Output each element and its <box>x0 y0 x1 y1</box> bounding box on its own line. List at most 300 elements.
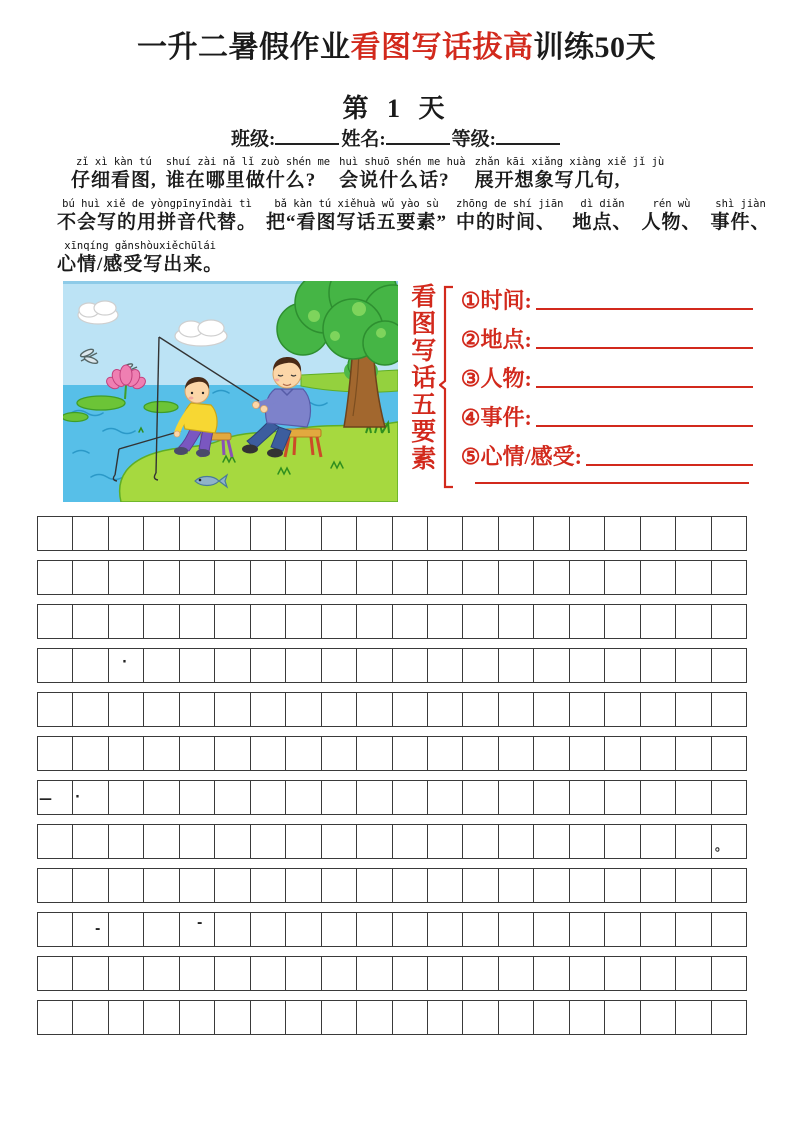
grid-cell <box>676 517 711 550</box>
grid-cell <box>144 869 179 902</box>
grid-cell <box>180 957 215 990</box>
grid-row <box>37 648 747 683</box>
grid-cell <box>144 605 179 638</box>
grid-cell <box>428 737 463 770</box>
grid-cell <box>180 605 215 638</box>
essential-item <box>461 326 753 354</box>
grid-cell <box>463 913 498 946</box>
student-field-blank <box>496 126 560 145</box>
grid-cell <box>180 561 215 594</box>
grid-cell <box>676 693 711 726</box>
grid-cell <box>712 913 746 946</box>
grid-cell <box>570 605 605 638</box>
grid-cell <box>251 693 286 726</box>
grid-cell <box>534 605 569 638</box>
grid-cell <box>251 781 286 814</box>
grid-cell <box>641 737 676 770</box>
grid-cell <box>109 561 144 594</box>
grid-cell <box>499 913 534 946</box>
grid-cell <box>251 649 286 682</box>
stray-mark: 。 <box>715 839 729 854</box>
grid-cell <box>605 737 640 770</box>
grid-cell <box>322 693 357 726</box>
essential-item-blank <box>536 386 753 388</box>
grid-cell <box>393 913 428 946</box>
grid-cell <box>180 781 215 814</box>
grid-cell <box>641 605 676 638</box>
grid-cell <box>393 957 428 990</box>
pinyin-text: rén wù <box>652 198 691 210</box>
grid-cell <box>215 561 250 594</box>
grid-cell <box>109 693 144 726</box>
grid-cell <box>463 781 498 814</box>
grid-cell <box>286 693 321 726</box>
grid-row <box>37 604 747 639</box>
grid-cell <box>393 869 428 902</box>
hanzi-text: 地点、 <box>572 212 633 233</box>
grid-cell <box>215 781 250 814</box>
grid-cell <box>251 913 286 946</box>
grid-cell <box>38 825 73 858</box>
grid-cell <box>605 561 640 594</box>
grid-cell <box>393 561 428 594</box>
grid-cell <box>73 693 108 726</box>
grid-cell <box>534 913 569 946</box>
grid-cell <box>357 737 392 770</box>
grid-cell <box>499 605 534 638</box>
grid-row <box>37 956 747 991</box>
pinyin-text: shuí zài nǎ lǐ zuò shén me <box>165 156 331 168</box>
grid-cell <box>73 517 108 550</box>
grid-cell <box>286 913 321 946</box>
grid-cell <box>393 693 428 726</box>
grid-cell <box>286 561 321 594</box>
grid-cell <box>641 869 676 902</box>
grid-cell <box>180 737 215 770</box>
grid-cell <box>109 825 144 858</box>
pinyin-text: huì shuō shén me huà <box>339 156 466 168</box>
grid-cell <box>357 913 392 946</box>
instruction-segment <box>642 198 702 236</box>
grid-cell <box>357 693 392 726</box>
grid-cell <box>73 737 108 770</box>
grid-cell <box>109 781 144 814</box>
stray-mark: - <box>95 922 101 937</box>
grid-cell <box>463 517 498 550</box>
grid-cell <box>534 825 569 858</box>
grid-cell <box>215 737 250 770</box>
instruction-segment <box>166 156 330 194</box>
grid-cell <box>605 825 640 858</box>
grid-cell <box>428 957 463 990</box>
grid-cell <box>676 957 711 990</box>
student-field-label: 等级: <box>451 129 496 150</box>
grid-cell <box>570 825 605 858</box>
grid-cell <box>215 517 250 550</box>
grid-cell <box>215 913 250 946</box>
grid-cell <box>676 825 711 858</box>
pinyin-text: zǐ xì kàn tú <box>75 156 152 168</box>
grid-cell <box>534 1001 569 1034</box>
essential-item <box>461 287 753 315</box>
grid-cell <box>251 737 286 770</box>
grid-cell <box>73 605 108 638</box>
grid-cell <box>322 1001 357 1034</box>
grid-cell <box>676 781 711 814</box>
grid-cell <box>428 869 463 902</box>
grid-cell <box>144 781 179 814</box>
five-essentials-panel <box>406 281 753 502</box>
grid-cell <box>499 737 534 770</box>
essential-continuation-line <box>475 482 749 484</box>
grid-cell <box>641 693 676 726</box>
grid-cell <box>605 605 640 638</box>
grid-cell <box>286 957 321 990</box>
grid-cell <box>712 737 746 770</box>
grid-cell <box>38 605 73 638</box>
grid-cell <box>605 1001 640 1034</box>
father-and-son-fishing-illustration <box>63 281 398 502</box>
grid-cell <box>393 517 428 550</box>
grid-cell <box>676 561 711 594</box>
grid-cell <box>534 561 569 594</box>
instruction-segment <box>475 156 665 194</box>
grid-cell <box>534 737 569 770</box>
grid-cell <box>73 913 108 946</box>
grid-cell <box>73 649 108 682</box>
student-field-label: 姓名: <box>341 129 386 150</box>
grid-cell <box>641 913 676 946</box>
grid-cell <box>286 825 321 858</box>
grid-row <box>37 912 747 947</box>
grid-cell <box>712 1001 746 1034</box>
grid-cell <box>38 869 73 902</box>
grid-cell <box>570 649 605 682</box>
grid-cell <box>215 693 250 726</box>
grid-cell <box>109 913 144 946</box>
grid-cell <box>251 825 286 858</box>
hanzi-text: 把“看图写话五要素” <box>266 212 448 233</box>
grid-cell <box>712 649 746 682</box>
grid-cell <box>144 517 179 550</box>
brace-bracket-icon <box>439 285 455 489</box>
essential-item-number: ② <box>460 327 481 352</box>
grid-cell <box>428 605 463 638</box>
grid-cell <box>357 517 392 550</box>
page-title <box>0 22 793 66</box>
essential-item-blank <box>586 464 753 466</box>
grid-cell <box>180 649 215 682</box>
grid-cell <box>428 693 463 726</box>
pinyin-text: bǎ kàn tú xiěhuà wǔ yào sù <box>274 198 439 210</box>
grid-cell <box>38 957 73 990</box>
student-field <box>231 124 341 151</box>
instruction-segment <box>57 198 257 236</box>
grid-cell <box>676 605 711 638</box>
hanzi-text: 会说什么话? <box>339 170 450 191</box>
grid-cell <box>322 913 357 946</box>
grid-cell <box>322 517 357 550</box>
grid-cell <box>676 913 711 946</box>
grid-cell <box>605 913 640 946</box>
hanzi-text: 心情/感受写出来。 <box>57 254 224 275</box>
grid-cell <box>73 561 108 594</box>
grid-cell <box>712 957 746 990</box>
grid-cell <box>73 1001 108 1034</box>
grid-cell <box>641 825 676 858</box>
grid-cell <box>676 1001 711 1034</box>
grid-cell <box>109 737 144 770</box>
grid-cell <box>109 517 144 550</box>
grid-cell <box>499 649 534 682</box>
grid-cell <box>676 869 711 902</box>
grid-cell <box>251 561 286 594</box>
instruction-line <box>57 156 749 194</box>
grid-cell <box>357 1001 392 1034</box>
hanzi-text: 中的时间、 <box>456 212 557 233</box>
grid-cell <box>286 1001 321 1034</box>
pinyin-text: bú huì xiě de yòngpīnyīndài tì <box>62 198 252 210</box>
grid-cell <box>251 869 286 902</box>
grid-cell <box>570 781 605 814</box>
grid-cell <box>357 781 392 814</box>
grid-cell <box>251 957 286 990</box>
student-info-fields <box>0 124 793 151</box>
grid-cell <box>463 693 498 726</box>
grid-cell <box>180 869 215 902</box>
essential-item-number: ① <box>460 288 481 313</box>
grid-cell <box>641 781 676 814</box>
essential-item <box>461 365 753 393</box>
grid-cell <box>286 649 321 682</box>
grid-cell <box>499 561 534 594</box>
essential-item-label: 事件: <box>480 405 532 430</box>
grid-cell <box>712 561 746 594</box>
content-row <box>63 281 753 502</box>
grid-cell <box>251 605 286 638</box>
hanzi-text: 展开想象写几句, <box>474 170 621 191</box>
grid-cell <box>357 649 392 682</box>
grid-cell <box>144 693 179 726</box>
grid-cell <box>38 517 73 550</box>
grid-row <box>37 516 747 551</box>
grid-cell <box>73 869 108 902</box>
pinyin-text: xīnqíng gǎnshòuxiěchūlái <box>64 240 216 252</box>
essential-item-blank <box>536 347 753 349</box>
grid-cell <box>109 605 144 638</box>
grid-cell <box>570 737 605 770</box>
grid-cell <box>605 517 640 550</box>
grid-cell <box>393 781 428 814</box>
day-heading: 第 1 天 <box>342 94 451 123</box>
student-field-blank <box>386 126 450 145</box>
grid-cell <box>180 825 215 858</box>
grid-row <box>37 560 747 595</box>
grid-cell <box>570 957 605 990</box>
grid-cell <box>641 649 676 682</box>
student-field-blank <box>275 126 339 145</box>
grid-row <box>37 736 747 771</box>
grid-cell <box>499 869 534 902</box>
grid-cell <box>534 869 569 902</box>
grid-cell <box>641 1001 676 1034</box>
grid-cell <box>109 1001 144 1034</box>
grid-cell <box>322 561 357 594</box>
grid-cell <box>499 517 534 550</box>
instruction-segment <box>711 198 771 236</box>
grid-cell <box>215 957 250 990</box>
instruction-segment <box>266 198 447 236</box>
grid-cell <box>286 781 321 814</box>
grid-cell <box>499 1001 534 1034</box>
grid-cell <box>570 561 605 594</box>
grid-cell <box>428 1001 463 1034</box>
essential-item <box>461 443 753 471</box>
student-field <box>452 124 562 151</box>
pinyin-text: zhōng de shí jiān <box>456 198 564 210</box>
grid-cell <box>463 649 498 682</box>
grid-cell <box>215 869 250 902</box>
five-essentials-list <box>461 281 753 502</box>
stray-mark: — <box>39 792 52 807</box>
grid-cell <box>534 649 569 682</box>
grid-cell <box>463 825 498 858</box>
grid-cell <box>712 517 746 550</box>
grid-cell <box>676 737 711 770</box>
hanzi-text: 人物、 <box>641 212 702 233</box>
grid-cell <box>463 737 498 770</box>
grid-cell <box>38 649 73 682</box>
grid-cell <box>144 737 179 770</box>
grid-cell <box>712 605 746 638</box>
grid-cell <box>38 693 73 726</box>
grid-cell <box>428 913 463 946</box>
grid-cell <box>215 1001 250 1034</box>
grid-cell <box>570 1001 605 1034</box>
grid-cell <box>676 649 711 682</box>
grid-cell <box>38 737 73 770</box>
grid-cell <box>393 737 428 770</box>
instruction-segment <box>573 198 633 236</box>
grid-cell <box>322 737 357 770</box>
hanzi-text: 事件、 <box>710 212 771 233</box>
grid-cell <box>463 957 498 990</box>
grid-cell <box>144 913 179 946</box>
grid-cell <box>73 825 108 858</box>
grid-row <box>37 824 747 859</box>
grid-cell <box>144 957 179 990</box>
grid-cell <box>357 869 392 902</box>
pinyin-text: dì diǎn <box>580 198 625 210</box>
grid-cell <box>38 913 73 946</box>
grid-cell <box>712 781 746 814</box>
grid-row <box>37 692 747 727</box>
grid-cell <box>251 517 286 550</box>
grid-cell <box>322 605 357 638</box>
grid-cell <box>570 517 605 550</box>
title-highlight: 看图写话拔高 <box>350 31 534 64</box>
essential-item-label: 地点: <box>480 327 532 352</box>
grid-cell <box>712 869 746 902</box>
instructions-paragraph <box>57 156 771 282</box>
grid-cell <box>322 825 357 858</box>
pinyin-text: zhǎn kāi xiǎng xiàng xiě jǐ jù <box>474 156 665 168</box>
grid-cell <box>286 869 321 902</box>
grid-cell <box>215 825 250 858</box>
grid-cell <box>322 957 357 990</box>
grid-cell <box>605 649 640 682</box>
grid-cell <box>499 957 534 990</box>
grid-cell <box>463 561 498 594</box>
grid-cell <box>357 561 392 594</box>
grid-cell <box>641 561 676 594</box>
grid-cell <box>428 781 463 814</box>
grid-cell <box>499 693 534 726</box>
grid-cell <box>463 605 498 638</box>
grid-cell <box>357 605 392 638</box>
grid-cell <box>393 605 428 638</box>
grid-cell <box>605 693 640 726</box>
student-field-label: 班级: <box>231 129 276 150</box>
instruction-segment <box>339 156 465 194</box>
essential-item-blank <box>536 425 753 427</box>
stray-mark: · <box>122 655 127 670</box>
grid-cell <box>322 649 357 682</box>
stray-mark: · <box>75 790 80 805</box>
grid-cell <box>109 957 144 990</box>
hanzi-text: 仔细看图, <box>71 170 157 191</box>
grid-cell <box>534 693 569 726</box>
grid-cell <box>641 517 676 550</box>
instruction-segment <box>456 198 563 236</box>
grid-cell <box>463 1001 498 1034</box>
grid-cell <box>499 825 534 858</box>
grid-cell <box>215 605 250 638</box>
essential-item-number: ⑤ <box>460 444 481 469</box>
grid-cell <box>428 517 463 550</box>
essential-item-label: 心情/感受: <box>480 444 582 469</box>
essential-item-label: 人物: <box>480 366 532 391</box>
grid-cell <box>286 605 321 638</box>
grid-cell <box>570 693 605 726</box>
grid-cell <box>712 693 746 726</box>
grid-cell <box>393 1001 428 1034</box>
stray-mark: - <box>197 916 203 931</box>
grid-cell <box>605 869 640 902</box>
grid-cell <box>570 913 605 946</box>
grid-cell <box>499 781 534 814</box>
title-prefix: 一升二暑假作业 <box>137 31 351 64</box>
essential-item-blank <box>536 308 753 310</box>
grid-row <box>37 780 747 815</box>
grid-cell <box>180 1001 215 1034</box>
essential-item-number: ④ <box>460 405 481 430</box>
title-suffix: 训练50天 <box>533 31 656 64</box>
grid-cell <box>322 781 357 814</box>
instruction-segment <box>57 240 223 278</box>
grid-cell <box>605 781 640 814</box>
grid-cell <box>109 869 144 902</box>
grid-cell <box>144 649 179 682</box>
grid-cell <box>641 957 676 990</box>
grid-cell <box>144 1001 179 1034</box>
grid-cell <box>322 869 357 902</box>
essential-item-number: ③ <box>460 366 481 391</box>
grid-cell <box>428 649 463 682</box>
grid-row <box>37 868 747 903</box>
grid-cell <box>534 957 569 990</box>
grid-cell <box>570 869 605 902</box>
